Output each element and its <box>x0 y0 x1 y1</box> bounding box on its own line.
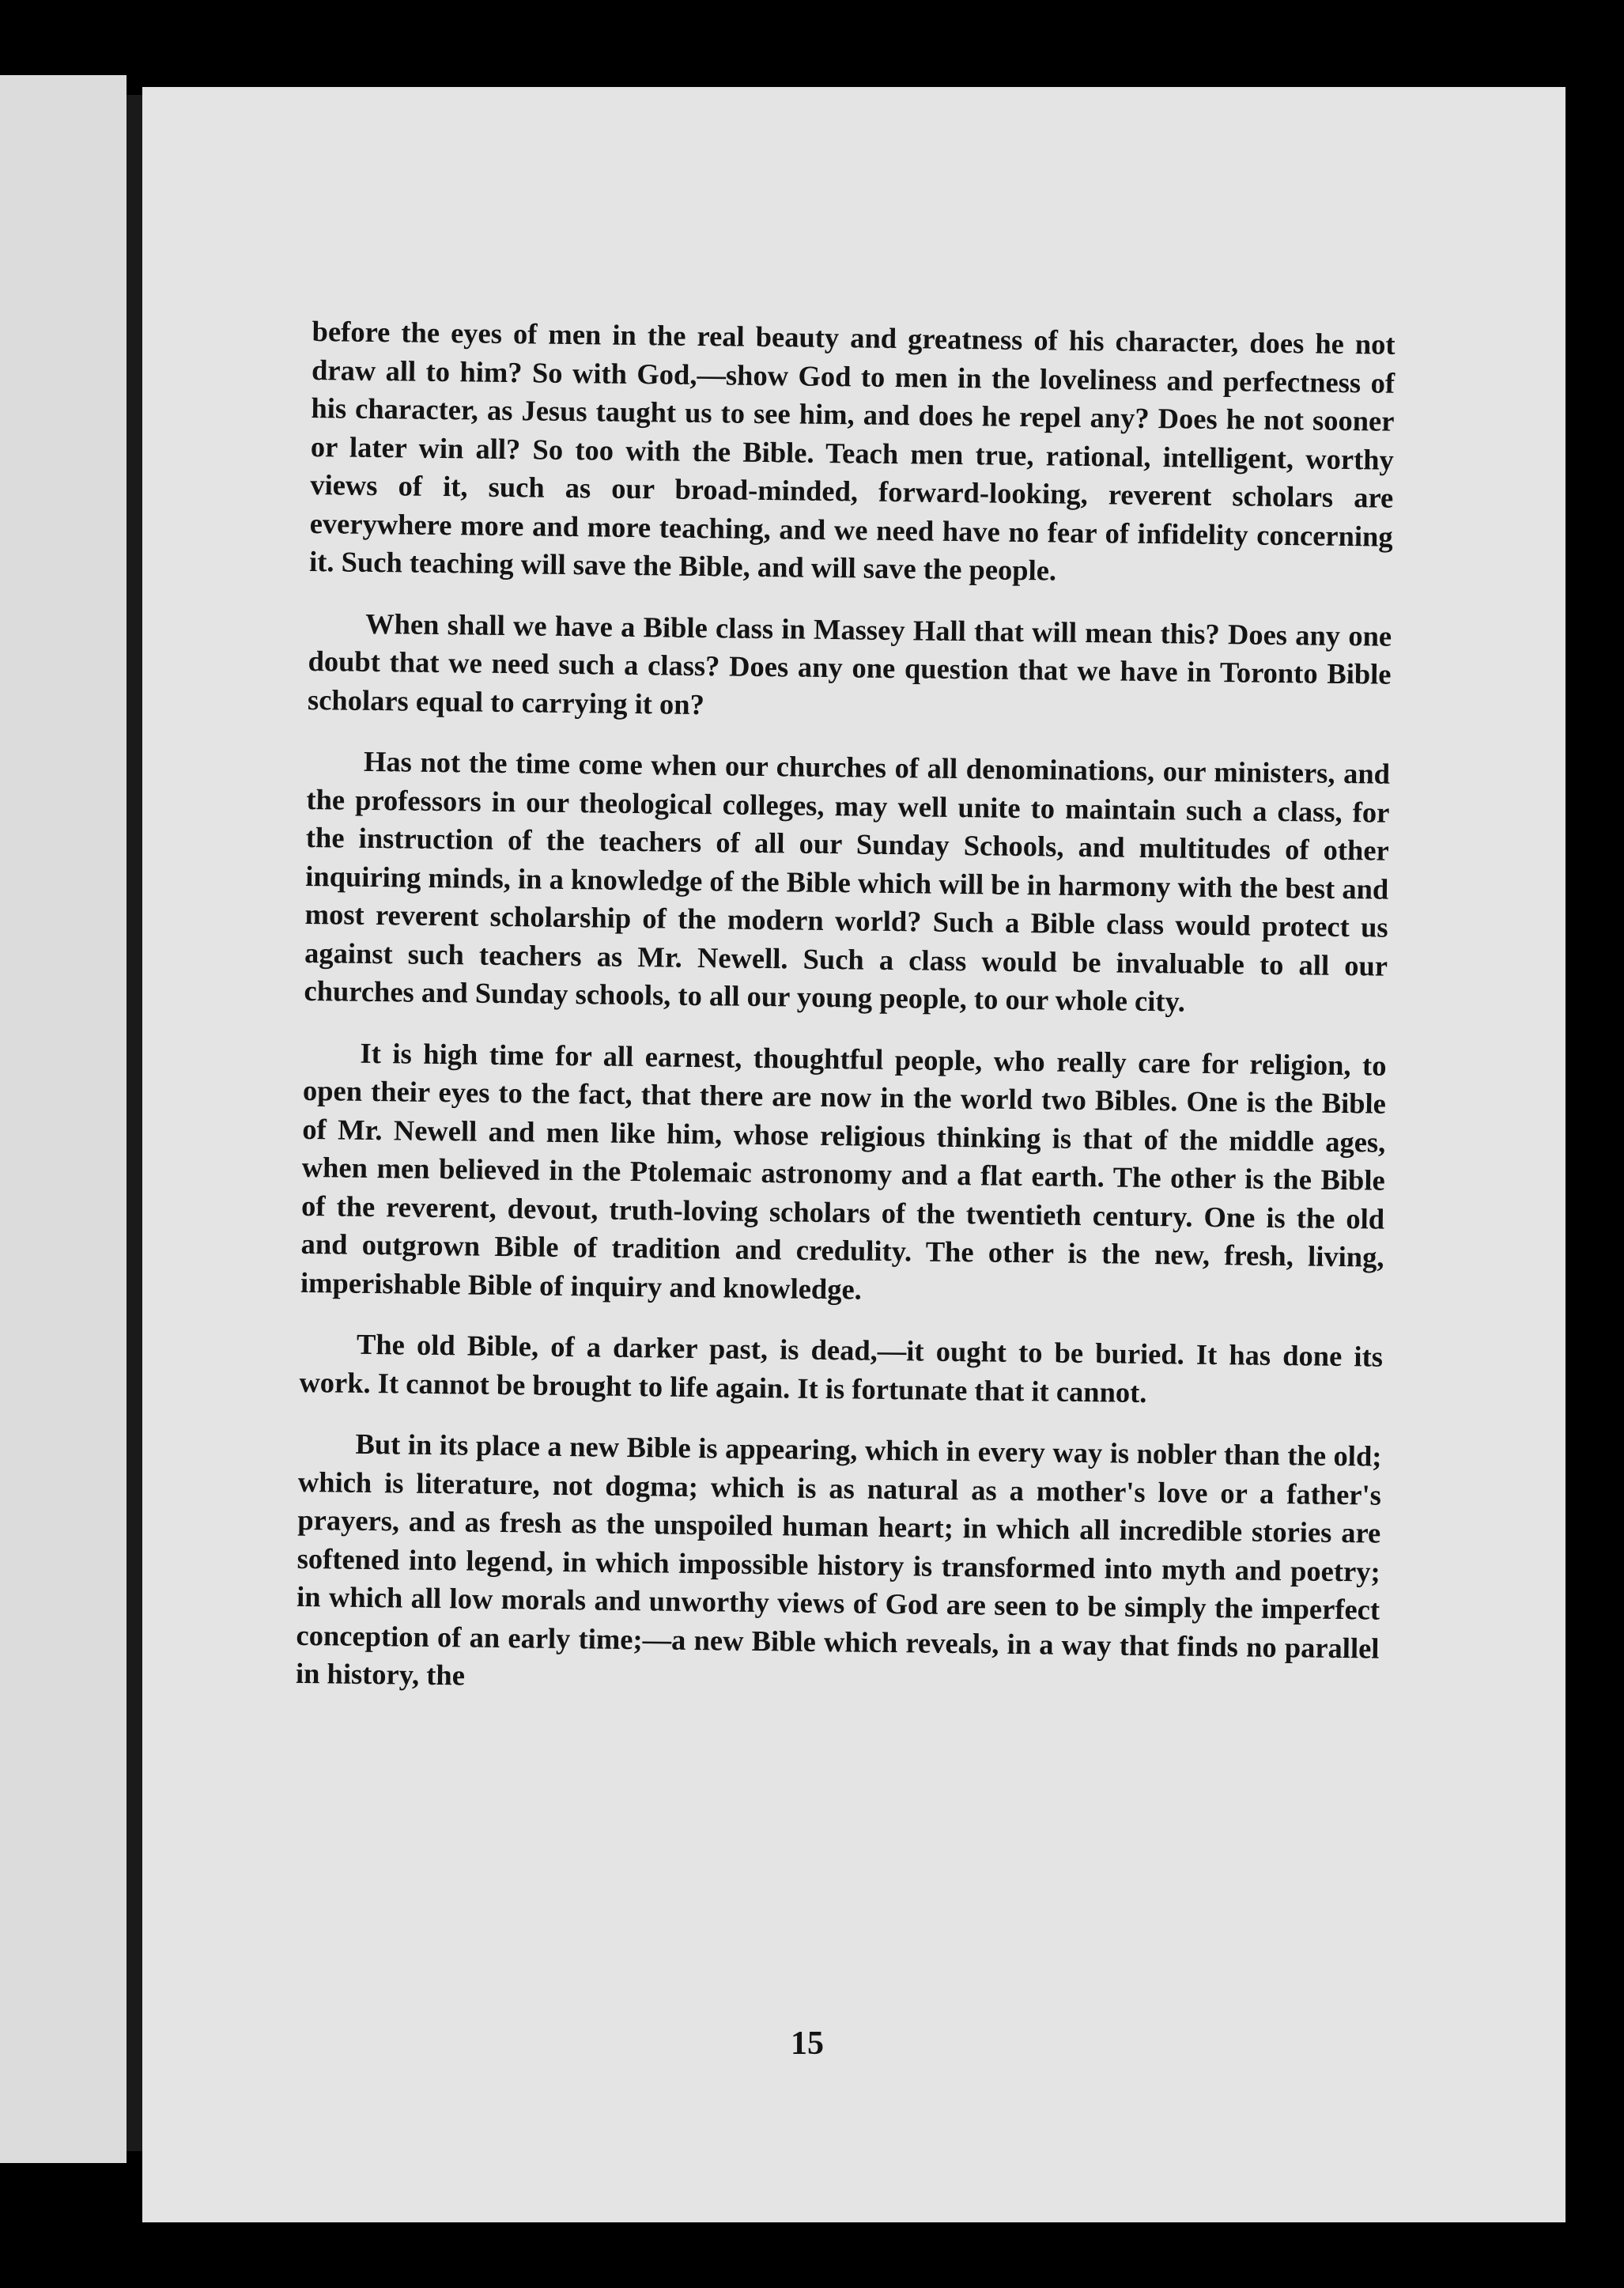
book-gutter <box>127 95 142 2151</box>
paragraph: The old Bible, of a darker past, is dead,—it ought to be buried. It has done its work. It cannot be brought to life again. It is fortunate that it cannot. <box>299 1327 1384 1409</box>
body-text <box>295 312 1396 1729</box>
page-number: 15 <box>791 2025 824 2062</box>
paragraph: But in its place a new Bible is appearing, which in every way is nobler than the old; which is literature, not dogma; which is as natural as a mother's love or a father's prayers, and as fresh as the unspoiled human heart; in which all incredible stories are softened into legend, in which impossible history is transformed into myth and poetry; in which all low morals and unworthy views of God are seen to be simply the imperfect conception of an early time;—a new Bible which reveals, in a way that finds no parallel in history, the <box>295 1427 1382 1692</box>
paragraph: It is high time for all earnest, thoughtful people, who really care for religion, to open their eyes to the fact, that there are now in the world two Bibles. One is the Bible of Mr. Newell and men like him, whose religious thinking is that of the middle ages, when men believed in the Ptolemaic astronomy and a flat earth. The other is the Bible of the reverent, devout, truth-loving scholars of the twentieth century. One is the old and outgrown Bible of tradition and credulity. The other is the new, fresh, living, imperishable Bible of inquiry and knowledge. <box>300 1036 1387 1306</box>
paragraph: Has not the time come when our churches of all denominations, our ministers, and the professors in our theological colleges, may well unite to maintain such a class, for the instruction of the teachers of all our Sunday Schools, and multitudes of other inquiring minds, in a knowledge of the Bible which will be in harmony with the best and most reverent scholarship of the modern world? Such a Bible class would protect us against such teachers as Mr. Newell. Such a class would be invaluable to all our churches and Sunday schools, to all our young people, to our whole city. <box>304 744 1391 1018</box>
facing-page-edge <box>0 75 127 2163</box>
paragraph: before the eyes of men in the real beauty and greatness of his character, does he not draw all to him? So with God,—show God to men in the loveliness and perfectness of his character, as Jesus taught us to see him, and does he repel any? Does he not sooner or later win all? So too with the Bible. Teach men true, rational, intelligent, worthy views of it, such as our broad-minded, forward-looking, reverent scholars are everywhere more and more teaching, and we need have no fear of infidelity concerning it. Such teaching will save the Bible, and will save the people. <box>308 314 1396 587</box>
paragraph: When shall we have a Bible class in Massey Hall that will mean this? Does any one doubt that we need such a class? Does any one question that we have in Toronto Bible scholars equal to carrying it on? <box>307 607 1392 720</box>
